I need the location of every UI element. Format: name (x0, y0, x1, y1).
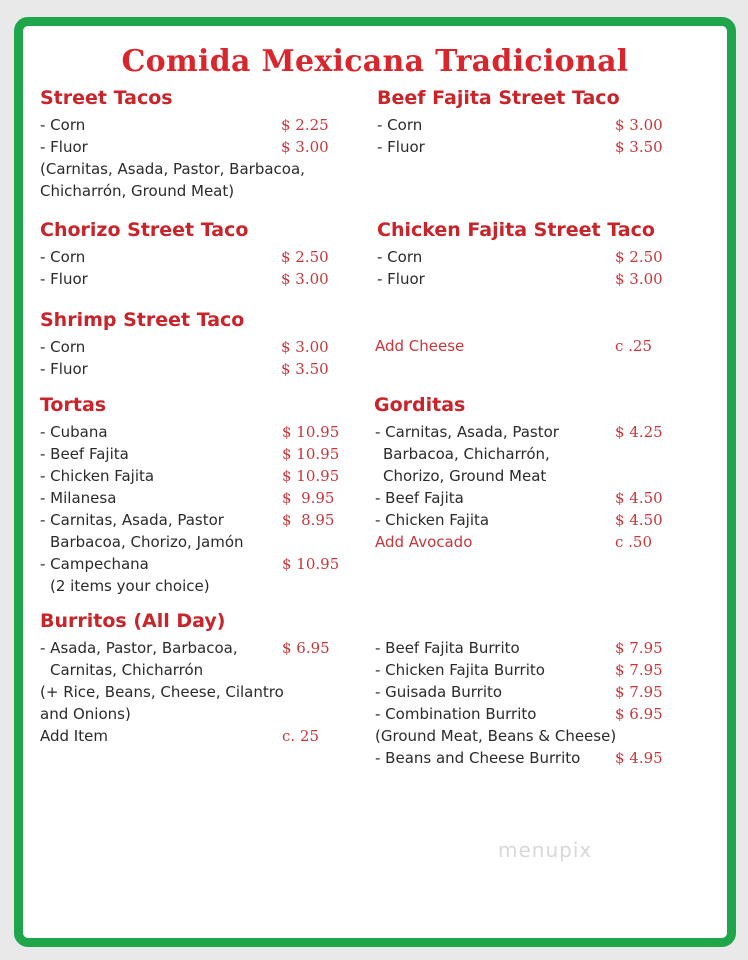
add-cheese-label: Add Cheese (375, 337, 465, 355)
menu-item-name: - Corn (377, 248, 423, 266)
menu-item-price: $ 2.50 (615, 248, 663, 266)
menu-item-name: - Fluor (377, 270, 425, 288)
menu-item-price: $ 3.50 (281, 360, 329, 378)
menu-item-price: $ 10.95 (282, 467, 340, 485)
section-heading-chorizo-taco: Chorizo Street Taco (40, 219, 249, 241)
section-heading-shrimp-taco: Shrimp Street Taco (40, 309, 245, 331)
menu-item-name: Barbacoa, Chicharrón, (383, 445, 550, 463)
menu-item-name: - Fluor (40, 138, 88, 156)
menu-item-name: Barbacoa, Chorizo, Jamón (50, 533, 244, 551)
menu-item-name: - Corn (377, 116, 423, 134)
menu-note: (Ground Meat, Beans & Cheese) (375, 727, 617, 745)
menu-item-price: $ 10.95 (282, 555, 340, 573)
menu-item-price: $ 3.00 (281, 138, 329, 156)
menu-item-price: $ 10.95 (282, 445, 340, 463)
menu-item-name: - Beans and Cheese Burrito (375, 749, 581, 767)
menu-note: (Carnitas, Asada, Pastor, Barbacoa, (40, 160, 305, 178)
menu-note: (2 items your choice) (50, 577, 210, 595)
menu-item-price: $ 8.95 (282, 511, 335, 529)
menu-item-name: - Chicken Fajita (40, 467, 155, 485)
menu-item-price: $ 7.95 (615, 639, 663, 657)
menu-item-name: - Beef Fajita Burrito (375, 639, 520, 657)
add-cheese-price: c .25 (615, 337, 653, 355)
menu-item-price: $ 4.50 (615, 511, 663, 529)
menu-item-price: $ 3.00 (281, 270, 329, 288)
menu-item-name: - Campechana (40, 555, 149, 573)
watermark: menupix (498, 838, 593, 862)
menu-item-price: $ 4.25 (615, 423, 663, 441)
section-heading-beef-fajita-taco: Beef Fajita Street Taco (377, 87, 620, 109)
menu-title: Comida Mexicana Tradicional (121, 44, 629, 79)
menu-item-price: $ 4.50 (615, 489, 663, 507)
menu-item-name: - Beef Fajita (375, 489, 464, 507)
menu-item-price: $ 3.00 (615, 116, 663, 134)
add-avocado-label: Add Avocado (375, 533, 473, 551)
add-avocado-price: c .50 (615, 533, 653, 551)
section-heading-burritos: Burritos (All Day) (40, 610, 226, 632)
section-heading-street-tacos: Street Tacos (40, 87, 173, 109)
menu-item-name: - Corn (40, 116, 86, 134)
menu-item-name: - Corn (40, 248, 86, 266)
menu-item-price: $ 7.95 (615, 683, 663, 701)
menu-item-name: - Fluor (377, 138, 425, 156)
menu-item-price: $ 4.95 (615, 749, 663, 767)
menu-item-name: - Milanesa (40, 489, 117, 507)
menu-item-price: $ 6.95 (282, 639, 330, 657)
menu-item-price: $ 10.95 (282, 423, 340, 441)
menu-item-name: - Carnitas, Asada, Pastor (375, 423, 559, 441)
menu-item-price: $ 3.00 (615, 270, 663, 288)
menu-item-price: $ 6.95 (615, 705, 663, 723)
menu-item-price: $ 9.95 (282, 489, 335, 507)
menu-item-name: Carnitas, Chicharrón (50, 661, 204, 679)
menu-item-price: $ 2.25 (281, 116, 329, 134)
menu-item-name: Chorizo, Ground Meat (383, 467, 547, 485)
menu-item-name: - Asada, Pastor, Barbacoa, (40, 639, 238, 657)
menu-item-price: $ 3.50 (615, 138, 663, 156)
menu-item-name: - Fluor (40, 360, 88, 378)
menu-note: (+ Rice, Beans, Cheese, Cilantro (40, 683, 284, 701)
menu-item-name: - Beef Fajita (40, 445, 129, 463)
menu-item-name: - Cubana (40, 423, 108, 441)
menu-item-name: - Combination Burrito (375, 705, 537, 723)
menu-item-name: - Carnitas, Asada, Pastor (40, 511, 224, 529)
menu-item-name: - Chicken Fajita (375, 511, 490, 529)
menu-item-name: - Guisada Burrito (375, 683, 503, 701)
menu-note: Chicharrón, Ground Meat) (40, 182, 235, 200)
section-heading-gorditas: Gorditas (374, 394, 466, 416)
menu-item-name: - Fluor (40, 270, 88, 288)
menu-item-price: $ 2.50 (281, 248, 329, 266)
section-heading-chicken-fajita-taco: Chicken Fajita Street Taco (377, 219, 655, 241)
menu-item-name: - Corn (40, 338, 86, 356)
menu-item-price: $ 7.95 (615, 661, 663, 679)
menu-item-name: - Chicken Fajita Burrito (375, 661, 545, 679)
section-heading-tortas: Tortas (40, 394, 107, 416)
menu-item-price: c. 25 (282, 727, 320, 745)
menu-note: and Onions) (40, 705, 131, 723)
menu-item-name: Add Item (40, 727, 108, 745)
menu-item-price: $ 3.00 (281, 338, 329, 356)
